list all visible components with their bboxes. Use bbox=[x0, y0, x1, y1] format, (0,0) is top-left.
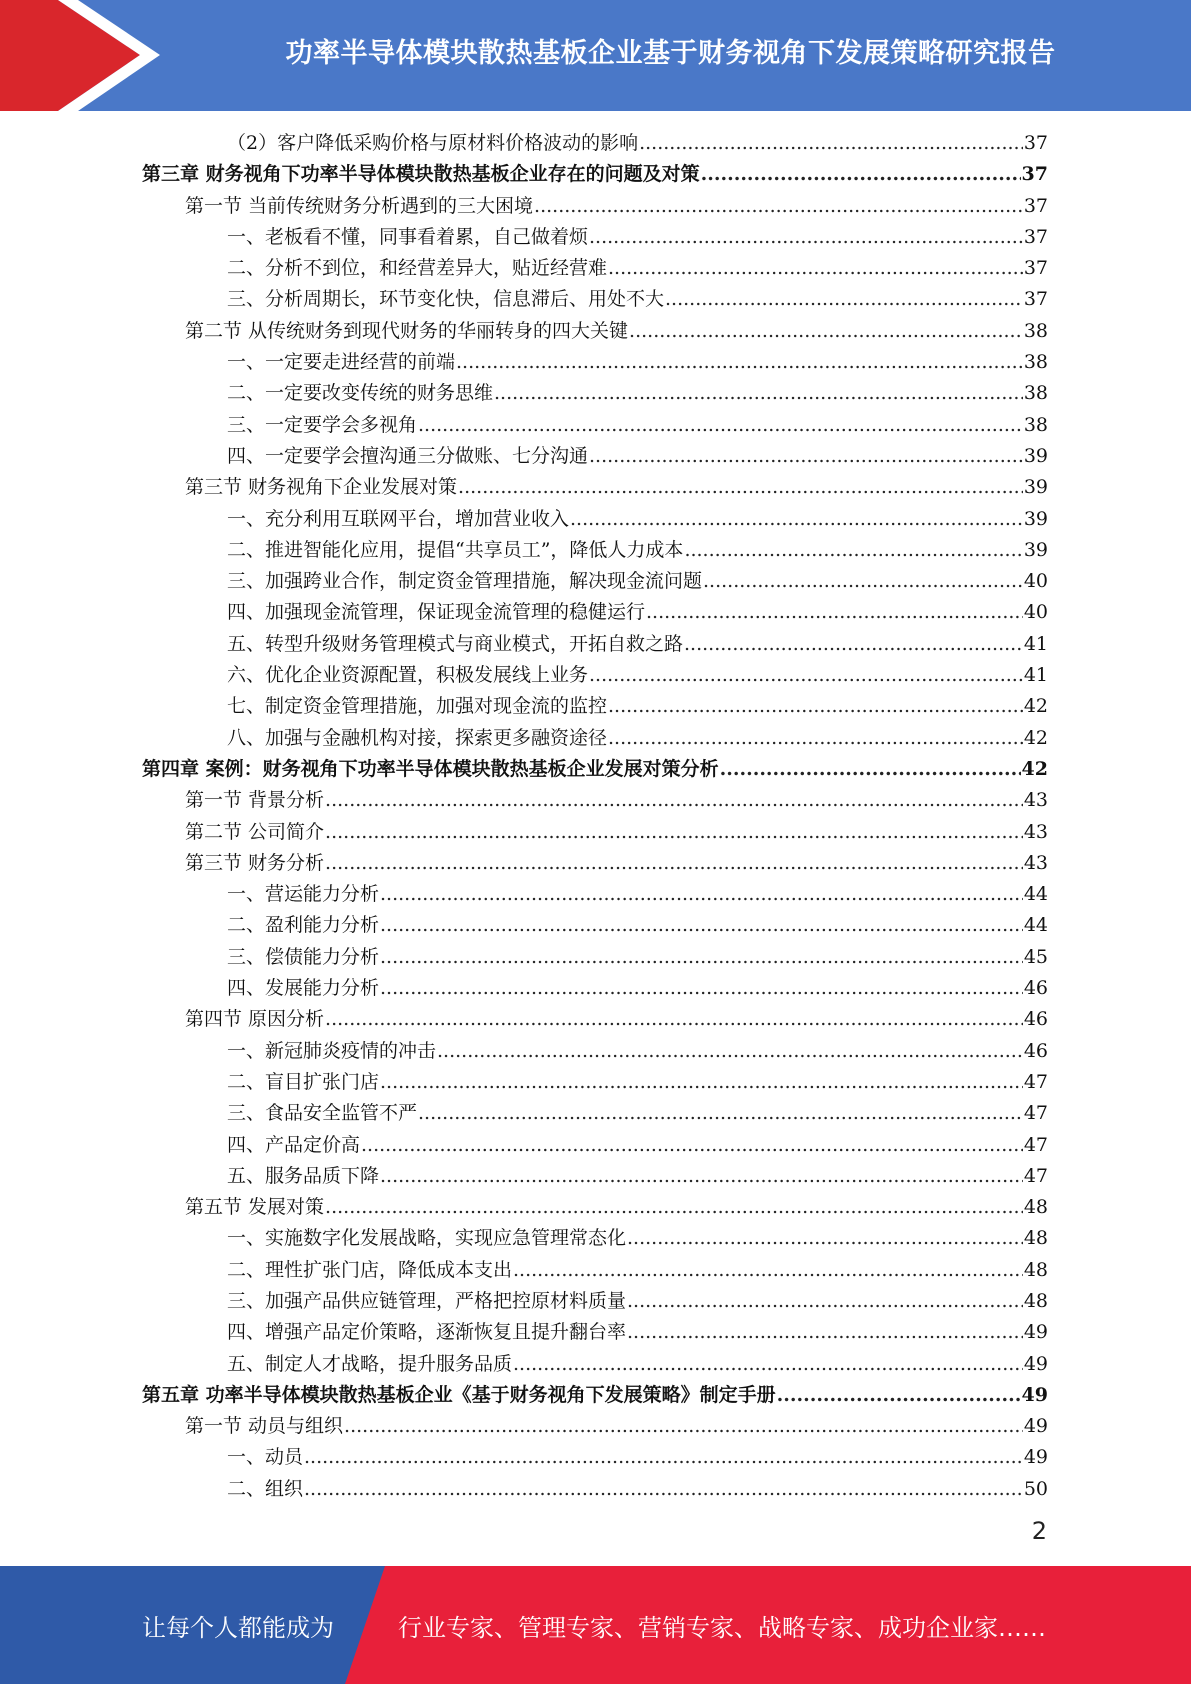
toc-entry-page: 49 bbox=[1023, 1415, 1048, 1438]
toc-dot-leader bbox=[325, 817, 1023, 848]
toc-dot-leader bbox=[639, 128, 1023, 159]
toc-dot-leader bbox=[380, 1161, 1023, 1192]
toc-dot-leader bbox=[629, 316, 1023, 347]
toc-entry-title: 四、发展能力分析 bbox=[227, 977, 380, 1000]
toc-entry-page: 41 bbox=[1023, 664, 1048, 687]
toc-dot-leader bbox=[777, 1380, 1021, 1411]
toc-dot-leader bbox=[380, 879, 1023, 910]
toc-entry-title: 第四章 案例：财务视角下功率半导体模块散热基板企业发展对策分析 bbox=[142, 757, 719, 780]
toc-item-entry[interactable] bbox=[142, 1286, 1048, 1317]
toc-section-entry[interactable] bbox=[142, 472, 1048, 503]
toc-section-entry[interactable] bbox=[142, 1192, 1048, 1223]
page-footer bbox=[0, 1566, 1191, 1684]
toc-entry-title: 六、优化企业资源配置，积极发展线上业务 bbox=[227, 664, 589, 687]
toc-entry-title: 第四节 原因分析 bbox=[185, 1008, 325, 1031]
toc-item-entry[interactable] bbox=[142, 910, 1048, 941]
toc-entry-page: 37 bbox=[1023, 132, 1048, 154]
toc-item-entry[interactable] bbox=[142, 284, 1048, 315]
page-number: 2 bbox=[1031, 1517, 1047, 1545]
toc-entry-title: 第三节 财务分析 bbox=[185, 851, 325, 874]
toc-dot-leader bbox=[361, 1130, 1023, 1161]
toc-dot-leader bbox=[589, 222, 1023, 253]
toc-entry-title: 三、食品安全监管不严 bbox=[227, 1102, 418, 1125]
toc-item-entry[interactable] bbox=[142, 1317, 1048, 1348]
toc-entry-page: 49 bbox=[1021, 1383, 1048, 1406]
toc-item-entry[interactable] bbox=[142, 128, 1048, 159]
toc-entry-page: 39 bbox=[1023, 444, 1048, 467]
toc-dot-leader bbox=[344, 1411, 1023, 1442]
toc-item-entry[interactable] bbox=[142, 1036, 1048, 1067]
toc-entry-page: 46 bbox=[1023, 1039, 1048, 1062]
table-of-contents bbox=[142, 128, 1048, 1505]
toc-entry-page: 49 bbox=[1023, 1321, 1048, 1344]
toc-item-entry[interactable] bbox=[142, 535, 1048, 566]
toc-item-entry[interactable] bbox=[142, 942, 1048, 973]
toc-item-entry[interactable] bbox=[142, 1442, 1048, 1473]
toc-dot-leader bbox=[701, 159, 1021, 190]
toc-dot-leader bbox=[703, 566, 1023, 597]
toc-item-entry[interactable] bbox=[142, 504, 1048, 535]
toc-item-entry[interactable] bbox=[142, 597, 1048, 628]
toc-entry-title: 一、充分利用互联网平台，增加营业收入 bbox=[227, 507, 570, 530]
toc-entry-title: 五、转型升级财务管理模式与商业模式，开拓自救之路 bbox=[227, 632, 684, 655]
toc-dot-leader bbox=[627, 1317, 1023, 1348]
report-title: 功率半导体模块散热基板企业基于财务视角下发展策略研究报告 bbox=[285, 37, 1056, 69]
toc-item-entry[interactable] bbox=[142, 973, 1048, 1004]
toc-item-entry[interactable] bbox=[142, 629, 1048, 660]
toc-entry-title: 一、新冠肺炎疫情的冲击 bbox=[227, 1039, 437, 1062]
toc-entry-title: 四、一定要学会擅沟通三分做账、七分沟通 bbox=[227, 444, 589, 467]
toc-chapter-entry[interactable] bbox=[142, 1380, 1048, 1411]
toc-entry-page: 48 bbox=[1023, 1196, 1048, 1219]
toc-dot-leader bbox=[304, 1474, 1023, 1505]
toc-entry-page: 40 bbox=[1023, 570, 1048, 593]
toc-dot-leader bbox=[304, 1442, 1023, 1473]
toc-entry-page: 48 bbox=[1023, 1289, 1048, 1312]
toc-item-entry[interactable] bbox=[142, 1349, 1048, 1380]
toc-section-entry[interactable] bbox=[142, 785, 1048, 816]
toc-section-entry[interactable] bbox=[142, 817, 1048, 848]
toc-entry-title: 一、营运能力分析 bbox=[227, 883, 380, 906]
toc-dot-leader bbox=[325, 785, 1023, 816]
toc-entry-title: 二、分析不到位，和经营差异大，贴近经营难 bbox=[227, 257, 608, 280]
toc-entry-page: 39 bbox=[1023, 538, 1048, 561]
toc-item-entry[interactable] bbox=[142, 253, 1048, 284]
toc-dot-leader bbox=[325, 1004, 1023, 1035]
toc-entry-title: 三、一定要学会多视角 bbox=[227, 413, 418, 436]
toc-dot-leader bbox=[589, 660, 1023, 691]
toc-entry-page: 48 bbox=[1023, 1258, 1048, 1281]
toc-dot-leader bbox=[534, 191, 1023, 222]
toc-dot-leader bbox=[513, 1349, 1023, 1380]
toc-item-entry[interactable] bbox=[142, 1255, 1048, 1286]
toc-entry-page: 37 bbox=[1023, 288, 1048, 311]
toc-entry-page: 50 bbox=[1023, 1477, 1048, 1500]
toc-entry-title: 一、动员 bbox=[227, 1446, 304, 1469]
toc-entry-title: （2）客户降低采购价格与原材料价格波动的影响 bbox=[227, 132, 639, 154]
toc-entry-title: 五、服务品质下降 bbox=[227, 1164, 380, 1187]
toc-dot-leader bbox=[684, 629, 1023, 660]
toc-entry-title: 一、一定要走进经营的前端 bbox=[227, 351, 456, 374]
toc-item-entry[interactable] bbox=[142, 879, 1048, 910]
toc-entry-page: 38 bbox=[1023, 351, 1048, 374]
toc-dot-leader bbox=[380, 942, 1023, 973]
toc-entry-title: 第一节 背景分析 bbox=[185, 789, 325, 812]
toc-entry-title: 二、盈利能力分析 bbox=[227, 914, 380, 937]
toc-entry-page: 38 bbox=[1023, 413, 1048, 436]
toc-entry-page: 42 bbox=[1023, 695, 1048, 718]
toc-item-entry[interactable] bbox=[142, 1067, 1048, 1098]
toc-entry-title: 三、加强产品供应链管理，严格把控原材料质量 bbox=[227, 1289, 627, 1312]
toc-entry-title: 第五章 功率半导体模块散热基板企业《基于财务视角下发展策略》制定手册 bbox=[142, 1383, 776, 1406]
toc-item-entry[interactable] bbox=[142, 410, 1048, 441]
toc-section-entry[interactable] bbox=[142, 848, 1048, 879]
toc-item-entry[interactable] bbox=[142, 1130, 1048, 1161]
toc-entry-page: 49 bbox=[1023, 1446, 1048, 1469]
toc-entry-title: 五、制定人才战略，提升服务品质 bbox=[227, 1352, 513, 1375]
toc-dot-leader bbox=[456, 347, 1023, 378]
toc-dot-leader bbox=[325, 1192, 1023, 1223]
toc-entry-page: 43 bbox=[1023, 851, 1048, 874]
toc-entry-page: 39 bbox=[1023, 507, 1048, 530]
toc-item-entry[interactable] bbox=[142, 723, 1048, 754]
toc-dot-leader bbox=[418, 410, 1023, 441]
footer-slogan-right: 行业专家、管理专家、营销专家、战略专家、成功企业家…… bbox=[398, 1613, 1046, 1642]
toc-entry-title: 三、加强跨业合作，制定资金管理措施，解决现金流问题 bbox=[227, 570, 703, 593]
toc-dot-leader bbox=[325, 848, 1023, 879]
toc-section-entry[interactable] bbox=[142, 1411, 1048, 1442]
toc-item-entry[interactable] bbox=[142, 1474, 1048, 1505]
toc-item-entry[interactable] bbox=[142, 660, 1048, 691]
toc-dot-leader bbox=[380, 1067, 1023, 1098]
toc-dot-leader bbox=[380, 910, 1023, 941]
toc-entry-title: 第二节 从传统财务到现代财务的华丽转身的四大关键 bbox=[185, 319, 629, 342]
toc-dot-leader bbox=[627, 1223, 1023, 1254]
toc-entry-page: 40 bbox=[1023, 601, 1048, 624]
toc-entry-page: 42 bbox=[1023, 726, 1048, 749]
toc-entry-page: 42 bbox=[1021, 757, 1048, 780]
toc-entry-page: 37 bbox=[1021, 163, 1048, 186]
toc-dot-leader bbox=[437, 1036, 1023, 1067]
toc-entry-page: 38 bbox=[1023, 382, 1048, 405]
toc-chapter-entry[interactable] bbox=[142, 159, 1048, 190]
toc-entry-page: 47 bbox=[1023, 1133, 1048, 1156]
toc-entry-page: 37 bbox=[1023, 257, 1048, 280]
toc-entry-title: 八、加强与金融机构对接，探索更多融资途径 bbox=[227, 726, 608, 749]
toc-section-entry[interactable] bbox=[142, 1004, 1048, 1035]
toc-entry-title: 第五节 发展对策 bbox=[185, 1196, 325, 1219]
toc-dot-leader bbox=[608, 691, 1023, 722]
toc-entry-title: 第二节 公司简介 bbox=[185, 820, 325, 843]
toc-entry-title: 三、分析周期长，环节变化快，信息滞后、用处不大 bbox=[227, 288, 665, 311]
toc-dot-leader bbox=[665, 284, 1023, 315]
toc-dot-leader bbox=[458, 472, 1023, 503]
toc-entry-page: 46 bbox=[1023, 1008, 1048, 1031]
toc-dot-leader bbox=[684, 535, 1022, 566]
toc-entry-title: 二、组织 bbox=[227, 1477, 304, 1500]
toc-entry-title: 二、盲目扩张门店 bbox=[227, 1070, 380, 1093]
toc-entry-title: 二、理性扩张门店，降低成本支出 bbox=[227, 1258, 513, 1281]
toc-dot-leader bbox=[418, 1098, 1023, 1129]
toc-entry-page: 37 bbox=[1023, 225, 1048, 248]
toc-entry-page: 37 bbox=[1023, 194, 1048, 217]
toc-entry-page: 47 bbox=[1023, 1164, 1048, 1187]
toc-entry-page: 45 bbox=[1023, 945, 1048, 968]
toc-item-entry[interactable] bbox=[142, 222, 1048, 253]
toc-entry-title: 七、制定资金管理措施，加强对现金流的监控 bbox=[227, 695, 608, 718]
toc-entry-page: 48 bbox=[1023, 1227, 1048, 1250]
toc-entry-title: 第一节 当前传统财务分析遇到的三大困境 bbox=[185, 194, 534, 217]
toc-entry-title: 二、一定要改变传统的财务思维 bbox=[227, 382, 494, 405]
toc-entry-page: 44 bbox=[1023, 914, 1048, 937]
toc-item-entry[interactable] bbox=[142, 1098, 1048, 1129]
toc-entry-title: 四、产品定价高 bbox=[227, 1133, 361, 1156]
toc-item-entry[interactable] bbox=[142, 1161, 1048, 1192]
toc-item-entry[interactable] bbox=[142, 566, 1048, 597]
toc-dot-leader bbox=[513, 1255, 1023, 1286]
toc-section-entry[interactable] bbox=[142, 316, 1048, 347]
toc-entry-title: 第一节 动员与组织 bbox=[185, 1415, 344, 1438]
toc-entry-title: 三、偿债能力分析 bbox=[227, 945, 380, 968]
toc-dot-leader bbox=[608, 253, 1023, 284]
toc-entry-page: 46 bbox=[1023, 977, 1048, 1000]
toc-entry-page: 44 bbox=[1023, 883, 1048, 906]
toc-chapter-entry[interactable] bbox=[142, 754, 1048, 785]
toc-entry-page: 43 bbox=[1023, 789, 1048, 812]
toc-entry-page: 38 bbox=[1023, 319, 1048, 342]
toc-entry-title: 第三节 财务视角下企业发展对策 bbox=[185, 476, 458, 499]
toc-entry-title: 一、实施数字化发展战略，实现应急管理常态化 bbox=[227, 1227, 627, 1250]
toc-entry-page: 43 bbox=[1023, 820, 1048, 843]
toc-entry-page: 47 bbox=[1023, 1070, 1048, 1093]
toc-entry-page: 39 bbox=[1023, 476, 1048, 499]
page-header bbox=[0, 0, 1191, 111]
toc-section-entry[interactable] bbox=[142, 191, 1048, 222]
toc-item-entry[interactable] bbox=[142, 378, 1048, 409]
toc-entry-page: 41 bbox=[1023, 632, 1048, 655]
toc-entry-title: 二、推进智能化应用，提倡“共享员工”，降低人力成本 bbox=[227, 538, 684, 561]
toc-dot-leader bbox=[608, 723, 1023, 754]
toc-entry-page: 49 bbox=[1023, 1352, 1048, 1375]
toc-entry-page: 47 bbox=[1023, 1102, 1048, 1125]
toc-dot-leader bbox=[570, 504, 1023, 535]
toc-dot-leader bbox=[380, 973, 1023, 1004]
toc-item-entry[interactable] bbox=[142, 691, 1048, 722]
toc-item-entry[interactable] bbox=[142, 1223, 1048, 1254]
toc-dot-leader bbox=[646, 597, 1023, 628]
toc-entry-title: 四、加强现金流管理，保证现金流管理的稳健运行 bbox=[227, 601, 646, 624]
toc-dot-leader bbox=[720, 754, 1021, 785]
toc-entry-title: 四、增强产品定价策略，逐渐恢复且提升翻台率 bbox=[227, 1321, 627, 1344]
toc-item-entry[interactable] bbox=[142, 441, 1048, 472]
toc-dot-leader bbox=[494, 378, 1023, 409]
toc-dot-leader bbox=[627, 1286, 1023, 1317]
footer-slogan-left: 让每个人都能成为 bbox=[142, 1613, 334, 1642]
toc-entry-title: 一、老板看不懂，同事看着累，自己做着烦 bbox=[227, 225, 589, 248]
toc-entry-title: 第三章 财务视角下功率半导体模块散热基板企业存在的问题及对策 bbox=[142, 163, 700, 186]
toc-dot-leader bbox=[589, 441, 1023, 472]
toc-item-entry[interactable] bbox=[142, 347, 1048, 378]
